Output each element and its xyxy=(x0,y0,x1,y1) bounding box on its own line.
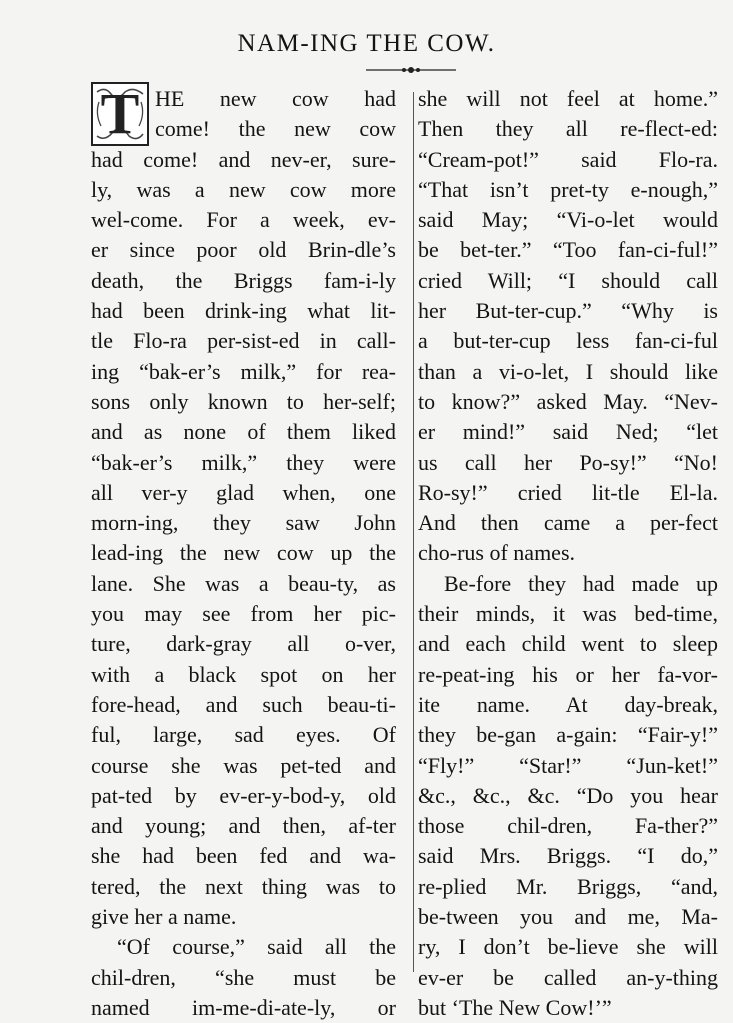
text-line: with a black spot on her xyxy=(91,661,396,687)
text-line: er mind!” said Ned; “let xyxy=(418,419,718,445)
text-line: cho-rus of names. xyxy=(418,540,576,566)
text-line: “That isn’t pret-ty e-nough,” xyxy=(418,176,718,202)
text-line: her But-ter-cup.” “Why is xyxy=(418,298,718,324)
column-divider xyxy=(413,92,414,972)
text-line: those chil-dren, Fa-ther?” xyxy=(418,813,718,839)
text-line: ry, I don’t be-lieve she will xyxy=(418,934,718,960)
text-line: Be-fore they had made up xyxy=(444,570,718,596)
text-line: you may see from her pic- xyxy=(91,601,396,627)
text-line: And then came a per-fect xyxy=(418,510,718,536)
text-line: said May; “Vi-o-let would xyxy=(418,207,718,233)
text-line: tered, the next thing was to xyxy=(91,873,396,899)
text-line: chil-dren, “she must be xyxy=(91,964,396,990)
text-line: ev-er be called an-y-thing xyxy=(418,964,718,990)
text-line: and each child went to sleep xyxy=(418,631,718,657)
text-line: they be-gan a-gain: “Fair-y!” xyxy=(418,722,718,748)
text-line: “Cream-pot!” said Flo-ra. xyxy=(418,146,718,172)
text-line: wel-come. For a week, ev- xyxy=(91,207,396,233)
drop-cap-letter: T xyxy=(100,81,140,146)
text-line: named im-me-di-ate-ly, or xyxy=(91,994,396,1020)
text-line: “Fly!” “Star!” “Jun-ket!” xyxy=(418,752,718,778)
text-line: had come! and nev-er, sure- xyxy=(91,146,396,172)
text-line: re-plied Mr. Briggs, “and, xyxy=(418,873,718,899)
left-column xyxy=(91,81,396,1023)
text-line: come! the new cow xyxy=(155,116,396,142)
page-title: NAM-ING THE COW. xyxy=(237,30,496,57)
text-line: and as none of them liked xyxy=(91,419,396,445)
text-line: had been drink-ing what lit- xyxy=(91,298,396,324)
text-line: HE new cow had xyxy=(155,86,396,111)
text-line: ing “bak-er’s milk,” for rea- xyxy=(91,358,396,384)
text-line: cried Will; “I should call xyxy=(418,267,718,293)
text-line: ite name. At day-break, xyxy=(418,691,718,717)
text-line: all ver-y glad when, one xyxy=(91,479,396,505)
text-line: er since poor old Brin-dle’s xyxy=(91,237,396,263)
text-line: pat-ted by ev-er-y-bod-y, old xyxy=(91,782,396,808)
text-line: but ‘The New Cow!’” xyxy=(418,994,612,1020)
text-line: Then they all re-flect-ed: xyxy=(418,116,718,142)
text-line: sons only known to her-self; xyxy=(91,388,396,414)
text-line: said Mrs. Briggs. “I do,” xyxy=(418,843,718,869)
text-line: lane. She was a beau-ty, as xyxy=(91,570,396,596)
text-line: &c., &c., &c. “Do you hear xyxy=(418,782,718,808)
text-line: lead-ing the new cow up the xyxy=(91,540,396,566)
text-line: Ro-sy!” cried lit-tle El-la. xyxy=(418,479,718,505)
text-line: “bak-er’s milk,” they were xyxy=(91,449,396,475)
text-line: fore-head, and such beau-ti- xyxy=(91,691,396,717)
text-line: be bet-ter.” “Too fan-ci-ful!” xyxy=(418,237,718,263)
text-line: re-peat-ing his or her fa-vor- xyxy=(418,661,718,687)
text-line: she will not feel at home.” xyxy=(418,86,718,111)
text-line: “Of course,” said all the xyxy=(117,934,396,960)
text-line: and young; and then, af-ter xyxy=(91,813,396,839)
text-line: to know?” asked May. “Nev- xyxy=(418,388,718,414)
text-line: death, the Briggs fam-i-ly xyxy=(91,267,396,293)
text-line: be-tween you and me, Ma- xyxy=(418,904,718,930)
text-line: course she was pet-ted and xyxy=(91,752,396,778)
text-line: tle Flo-ra per-sist-ed in call- xyxy=(91,328,396,354)
text-line: us call her Po-sy!” “No! xyxy=(418,449,718,475)
text-line: a but-ter-cup less fan-ci-ful xyxy=(418,328,718,354)
text-line: than a vi-o-let, I should like xyxy=(418,358,718,384)
text-line: give her a name. xyxy=(91,904,237,930)
ornament-rule xyxy=(366,64,456,76)
text-line: she had been fed and wa- xyxy=(91,843,396,869)
text-line: ful, large, sad eyes. Of xyxy=(91,722,396,748)
text-line: their minds, it was bed-time, xyxy=(418,601,718,627)
text-line: ture, dark-gray all o-ver, xyxy=(91,631,396,657)
right-column xyxy=(418,84,718,1023)
text-line: morn-ing, they saw John xyxy=(91,510,396,536)
text-line: ly, was a new cow more xyxy=(91,176,396,202)
